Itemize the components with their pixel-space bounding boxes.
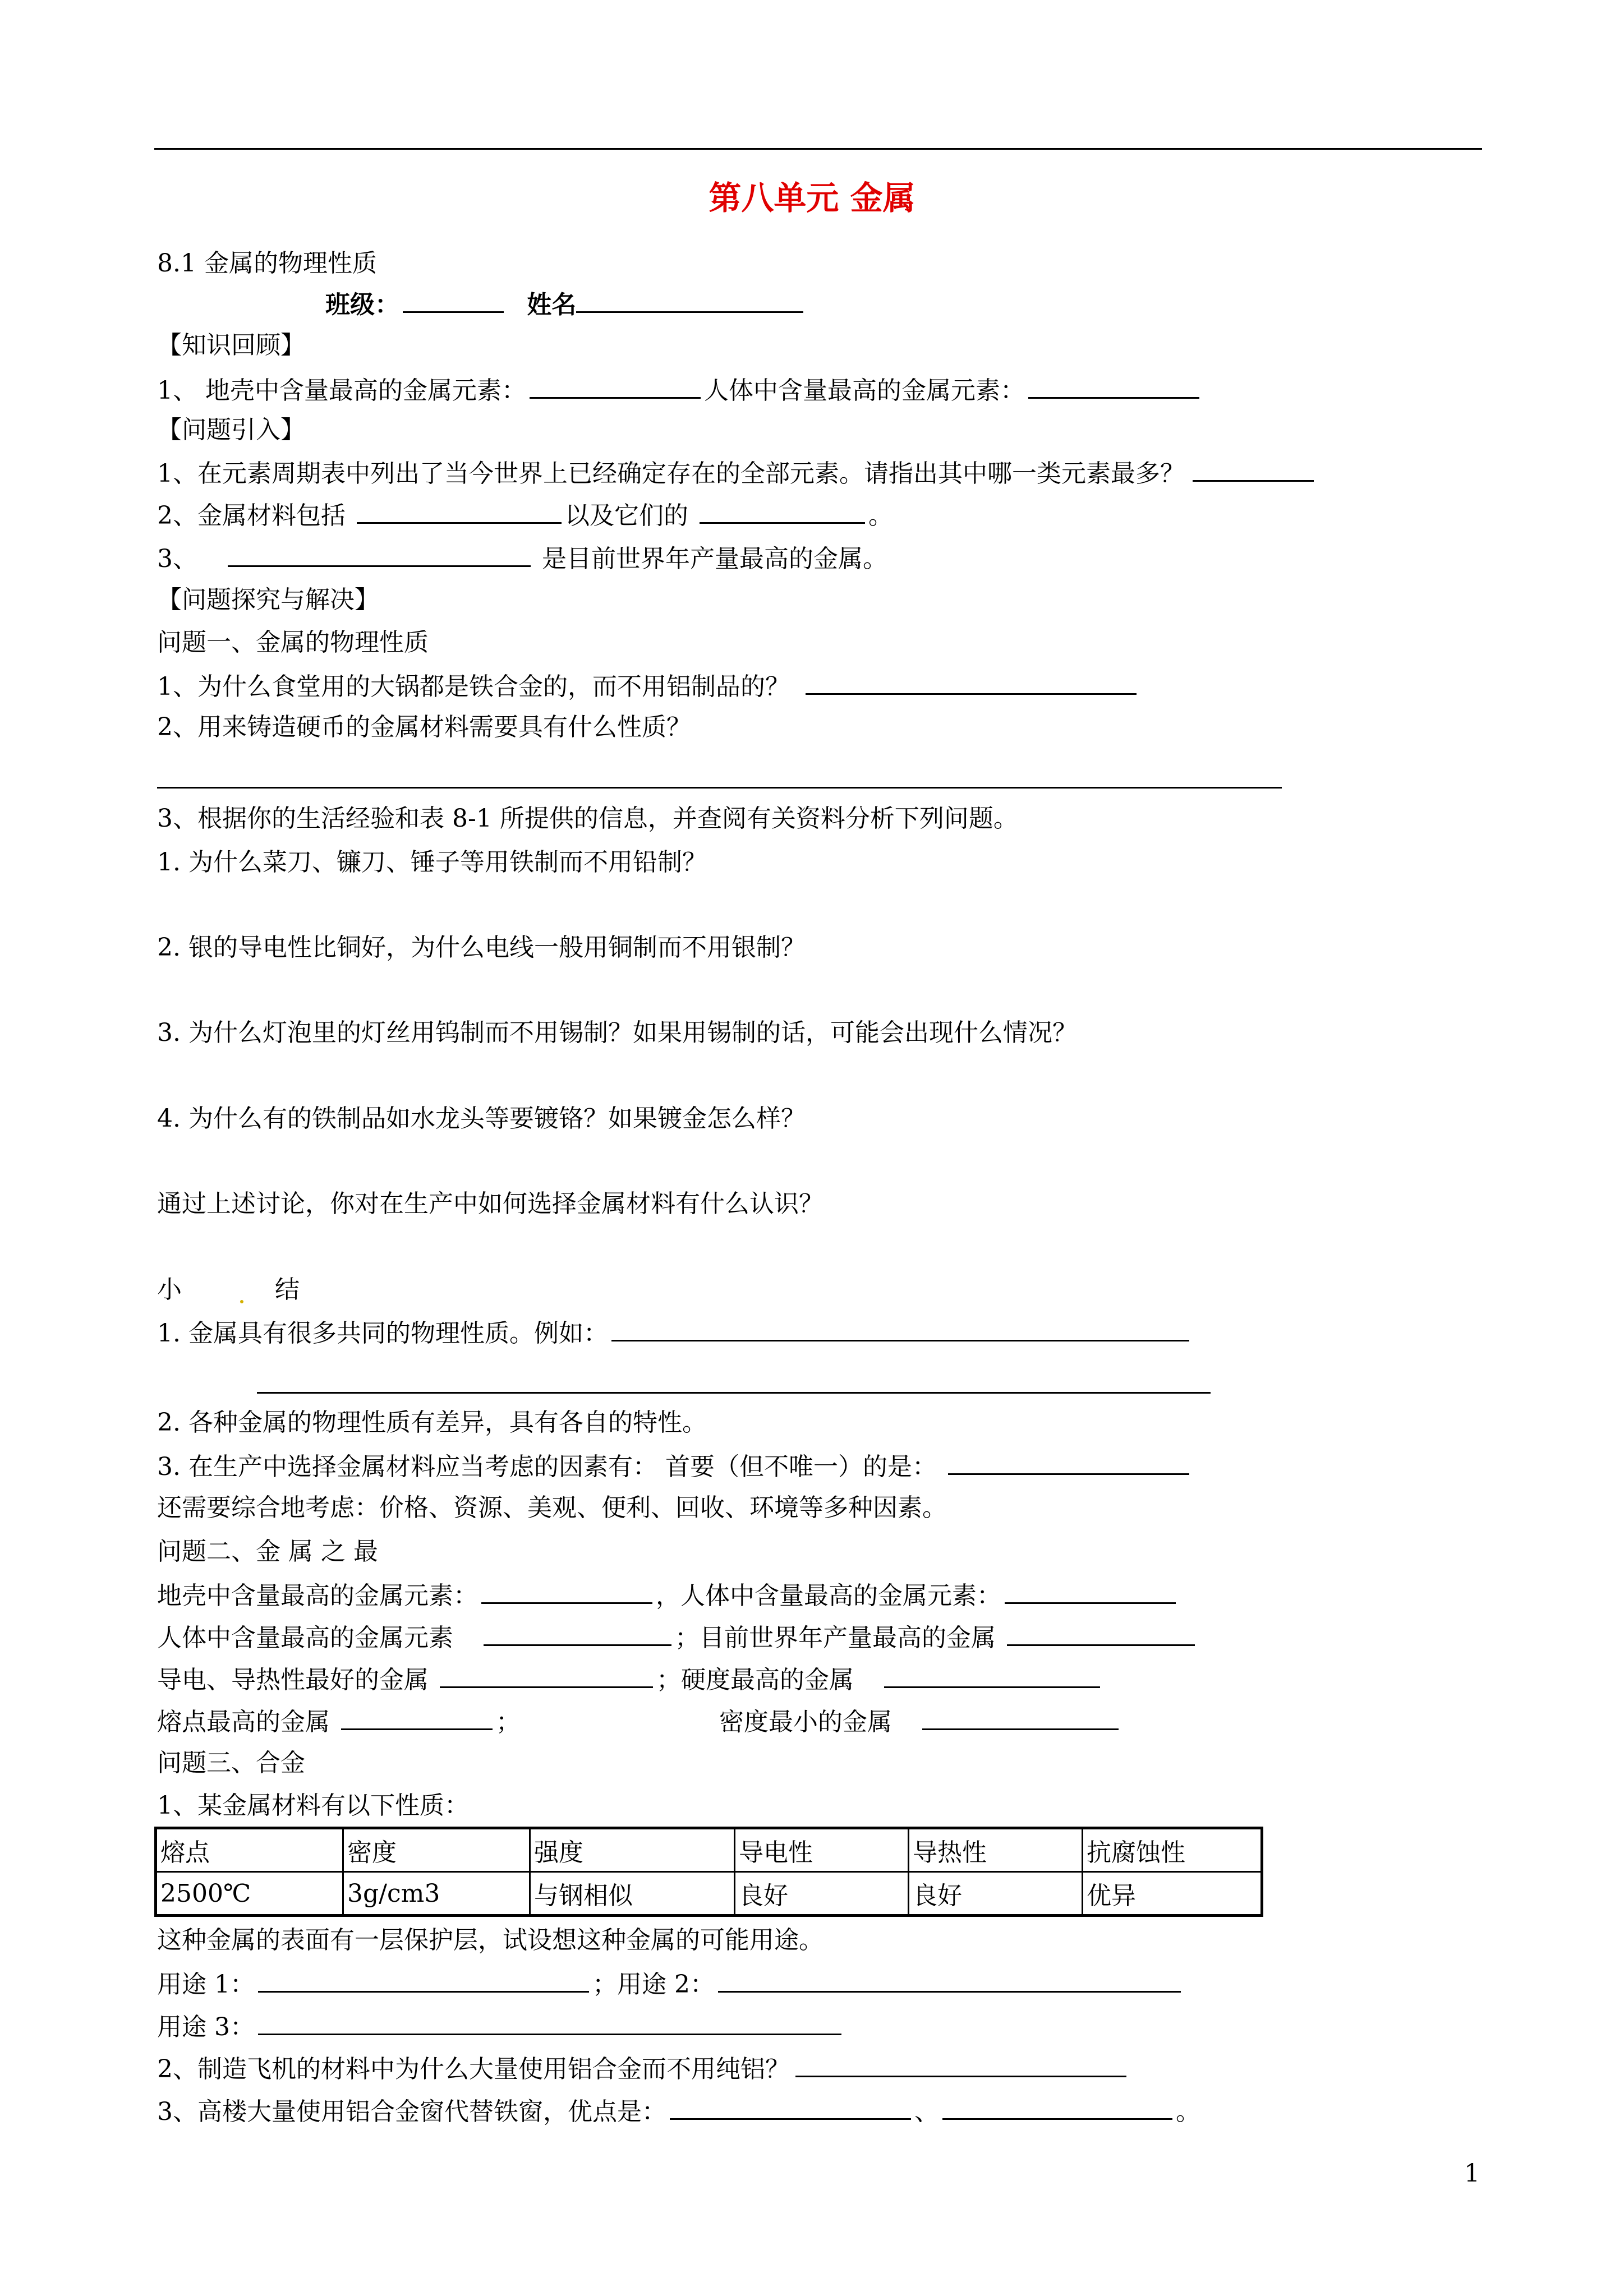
table-row xyxy=(156,1872,1262,1916)
problem-two-row4-right: 密度最小的金属 xyxy=(719,1704,1122,1739)
sub-question-2: 2. 银的导电性比铜好，为什么电线一般用铜制而不用银制？ xyxy=(157,933,806,962)
intro-q3: 3、 是目前世界年产量最高的金属。 xyxy=(157,541,887,576)
page-title: 第八单元 金属 xyxy=(709,179,915,217)
name-label: 姓名 xyxy=(527,291,577,319)
table-cell: 3g/cm3 xyxy=(343,1872,530,1916)
table-cell: 抗腐蚀性 xyxy=(1083,1828,1262,1872)
answer-blank[interactable] xyxy=(530,372,701,399)
intro-q2: 2、金属材料包括 以及它们的 。 xyxy=(157,497,893,533)
metal-properties-table xyxy=(154,1827,1263,1917)
page-number: 1 xyxy=(1464,2159,1480,2188)
uses-row2: 用途 3： xyxy=(157,2009,845,2044)
summary-item-3: 3. 在生产中选择金属材料应当考虑的因素有： 首要（但不唯一）的是： xyxy=(157,1449,1193,1484)
problem-one-q3: 3、根据你的生活经验和表 8-1 所提供的信息，并查阅有关资料分析下列问题。 xyxy=(157,804,1018,833)
heading-review: 【知识回顾】 xyxy=(157,331,305,359)
heading-intro: 【问题引入】 xyxy=(157,416,305,444)
problem-three-q2: 2、制造飞机的材料中为什么大量使用铝合金而不用纯铝？ xyxy=(157,2051,1130,2086)
answer-blank[interactable] xyxy=(341,1704,493,1730)
answer-blank[interactable] xyxy=(481,1578,652,1604)
class-name-line xyxy=(325,287,807,322)
summary-heading-left: 小 xyxy=(157,1275,182,1304)
table-header-row xyxy=(156,1828,1262,1872)
heading-explore: 【问题探究与解决】 xyxy=(157,585,379,614)
answer-blank[interactable] xyxy=(1028,372,1199,399)
answer-blank[interactable] xyxy=(795,2051,1126,2077)
table-cell: 导电性 xyxy=(735,1828,909,1872)
answer-line[interactable] xyxy=(157,787,1282,789)
discussion-question: 通过上述讨论，你对在生产中如何选择金属材料有什么认识？ xyxy=(157,1190,823,1218)
summary-item-1: 1. 金属具有很多共同的物理性质。例如： xyxy=(157,1315,1193,1350)
answer-blank[interactable] xyxy=(611,1315,1189,1341)
problem-two-heading: 问题二、金 属 之 最 xyxy=(157,1537,378,1566)
answer-blank[interactable] xyxy=(258,1966,589,1993)
answer-blank[interactable] xyxy=(258,2009,841,2035)
answer-blank[interactable] xyxy=(357,497,562,524)
answer-blank[interactable] xyxy=(700,497,865,524)
table-cell: 导热性 xyxy=(909,1828,1083,1872)
problem-three-q3: 3、高楼大量使用铝合金窗代替铁窗，优点是： 、 。 xyxy=(157,2094,1200,2129)
name-field[interactable] xyxy=(576,287,803,313)
problem-two-row1: 地壳中含量最高的金属元素： ，人体中含量最高的金属元素： xyxy=(157,1578,1179,1613)
header-rule xyxy=(154,148,1482,150)
table-cell: 熔点 xyxy=(156,1828,343,1872)
yellow-dot xyxy=(240,1300,243,1303)
problem-three-q1: 1、某金属材料有以下性质： xyxy=(157,1791,469,1820)
answer-blank[interactable] xyxy=(884,1662,1100,1688)
summary-item-3-cont: 还需要综合地考虑：价格、资源、美观、便利、回收、环境等多种因素。 xyxy=(157,1493,947,1522)
sub-question-1: 1. 为什么菜刀、镰刀、锤子等用铁制而不用铅制？ xyxy=(157,848,707,877)
summary-heading-right: 结 xyxy=(275,1275,300,1304)
problem-two-row4: 熔点最高的金属 ； xyxy=(157,1704,521,1739)
answer-blank[interactable] xyxy=(718,1966,1181,1993)
sub-question-4: 4. 为什么有的铁制品如水龙头等要镀铬？如果镀金怎么样？ xyxy=(157,1104,806,1133)
answer-line[interactable] xyxy=(257,1392,1211,1394)
answer-blank[interactable] xyxy=(484,1620,671,1646)
sub-question-3: 3. 为什么灯泡里的灯丝用钨制而不用锡制？如果用锡制的话，可能会出现什么情况？ xyxy=(157,1018,1077,1047)
table-cell: 与钢相似 xyxy=(530,1872,735,1916)
answer-blank[interactable] xyxy=(228,541,531,567)
table-cell: 强度 xyxy=(530,1828,735,1872)
section-heading: 8.1 金属的物理性质 xyxy=(157,249,377,278)
problem-two-row3: 导电、导热性最好的金属 ；硬度最高的金属 xyxy=(157,1662,1103,1697)
answer-blank[interactable] xyxy=(806,668,1137,695)
table-cell: 良好 xyxy=(735,1872,909,1916)
answer-blank[interactable] xyxy=(1005,1578,1176,1604)
answer-blank[interactable] xyxy=(440,1662,653,1688)
problem-three-prompt: 这种金属的表面有一层保护层，试设想这种金属的可能用途。 xyxy=(157,1926,823,1954)
intro-q1: 1、在元素周期表中列出了当今世界上已经确定存在的全部元素。请指出其中哪一类元素最多？ xyxy=(157,455,1317,491)
problem-three-heading: 问题三、合金 xyxy=(157,1749,305,1777)
problem-one-q2: 2、用来铸造硬币的金属材料需要具有什么性质？ xyxy=(157,713,691,741)
review-q1: 1、 地壳中含量最高的金属元素： 人体中含量最高的金属元素： xyxy=(157,372,1203,408)
problem-one-q1: 1、为什么食堂用的大锅都是铁合金的，而不用铝制品的？ xyxy=(157,668,1140,704)
answer-blank[interactable] xyxy=(942,2094,1172,2120)
table-cell: 优异 xyxy=(1083,1872,1262,1916)
class-label: 班级： xyxy=(325,291,399,319)
table-cell: 密度 xyxy=(343,1828,530,1872)
problem-one-heading: 问题一、金属的物理性质 xyxy=(157,628,429,657)
summary-item-2: 2. 各种金属的物理性质有差异，具有各自的特性。 xyxy=(157,1408,707,1437)
answer-blank[interactable] xyxy=(670,2094,911,2120)
table-cell: 2500℃ xyxy=(156,1872,343,1916)
answer-blank[interactable] xyxy=(1007,1620,1195,1646)
answer-blank[interactable] xyxy=(948,1449,1189,1475)
class-field[interactable] xyxy=(403,287,504,313)
answer-blank[interactable] xyxy=(922,1704,1119,1730)
uses-row1: 用途 1： ；用途 2： xyxy=(157,1966,1184,2002)
answer-blank[interactable] xyxy=(1193,455,1314,482)
table-cell: 良好 xyxy=(909,1872,1083,1916)
problem-two-row2: 人体中含量最高的金属元素 ；目前世界年产量最高的金属 xyxy=(157,1620,1198,1655)
